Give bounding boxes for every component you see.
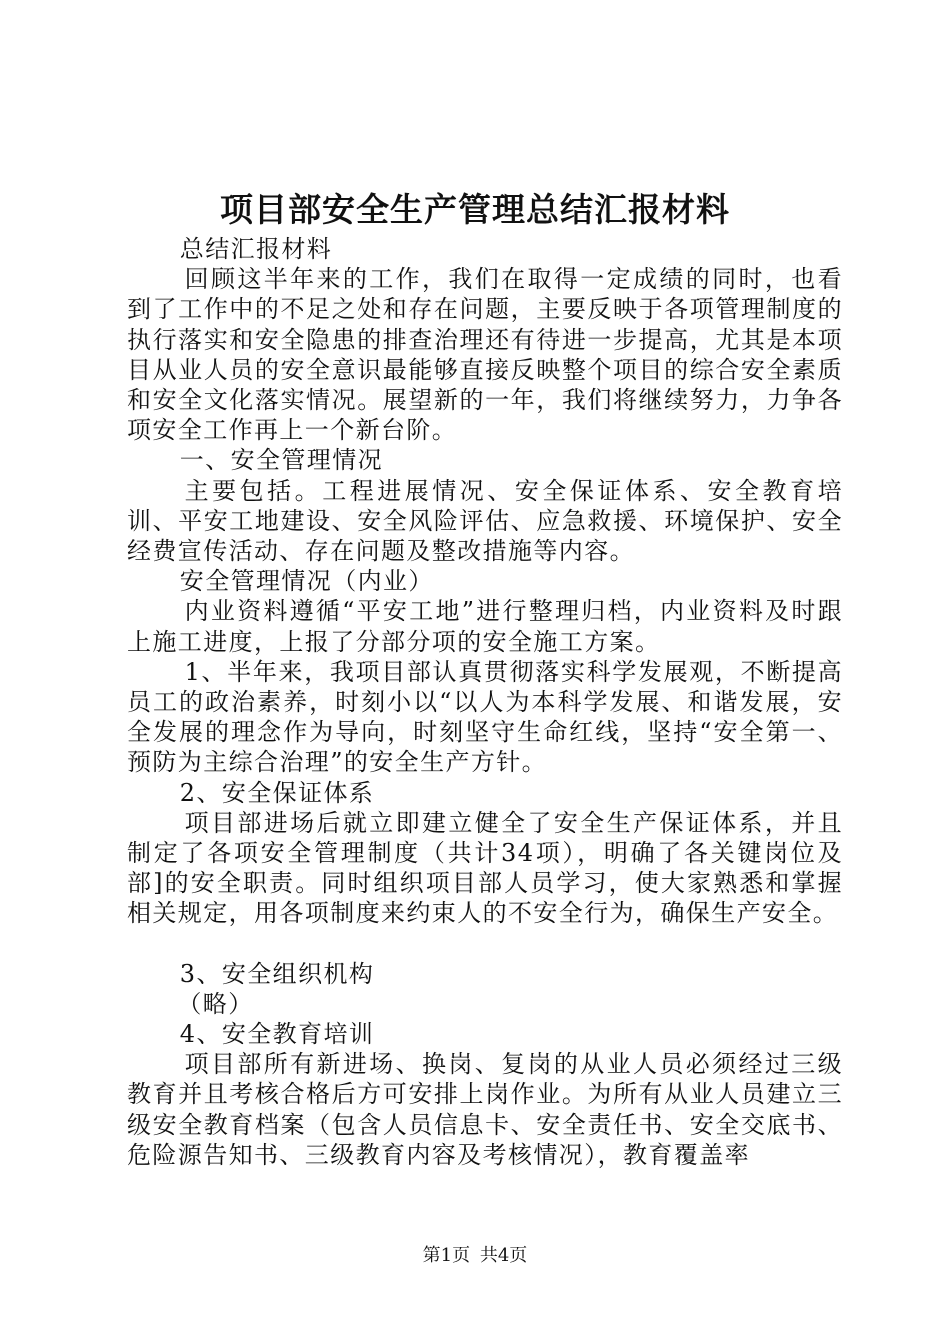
paragraph-subtitle: 总结汇报材料	[179, 235, 333, 263]
page-number: 第1页	[422, 1245, 471, 1266]
paragraph-scope: 主要包括。工程进展情况、安全保证体系、安全教育培训、平安工地建设、安全风险评估、应急救援、环境保护、安全经费宣传活动、存在问题及整改措施等内容。	[127, 476, 843, 566]
section-heading-4: 4、安全教育培训	[179, 1020, 375, 1049]
page-footer	[0, 1244, 950, 1268]
section-heading-2: 2、安全保证体系	[179, 778, 375, 807]
page-total: 共4页	[479, 1245, 528, 1266]
section-heading-3: 3、安全组织机构	[179, 959, 375, 988]
document-title: 项目部安全生产管理总结汇报材料	[220, 190, 730, 229]
paragraph-omitted: （略）	[177, 989, 254, 1018]
section-heading-1: 一、安全管理情况	[179, 446, 383, 475]
paragraph-review: 回顾这半年来的工作，我们在取得一定成绩的同时，也看到了工作中的不足之处和存在问题，主要反映于各项管理制度的执行落实和安全隐患的排查治理还有待进一步提高，尤其是本项目从业人员的安全意识最能够直接反映整个项目的综合安全素质和安全文化落实情况。展望新的一年，我们将继续努力，力争各项安全工作再上一个新台阶。	[127, 265, 843, 445]
paragraph-training: 项目部所有新进场、换岗、复岗的从业人员必须经过三级教育并且考核合格后方可安排上岗作业。为所有从业人员建立三级安全教育档案（包含人员信息卡、安全责任书、安全交底书、危险源告知书、三级教育内容及考核情况），教育覆盖率	[127, 1050, 843, 1169]
paragraph-guarantee-system: 项目部进场后就立即建立健全了安全生产保证体系，并且制定了各项安全管理制度（共计34项），明确了各关键岗位及部]的安全职责。同时组织项目部人员学习，使大家熟悉和掌握相关规定，用各项制度来约束人的不安全行为，确保生产安全。	[127, 808, 843, 928]
document-body	[127, 234, 843, 1170]
paragraph-item-1: 1、半年来，我项目部认真贯彻落实科学发展观，不断提高员工的政治素养，时刻小以“以人为本科学发展、和谐发展，安全发展的理念作为导向，时刻坚守生命红线，坚持“安全第一、预防为主综合治理”的安全生产方针。	[127, 657, 843, 777]
paragraph-internal-docs: 内业资料遵循“平安工地”进行整理归档，内业资料及时跟上施工进度，上报了分部分项的安全施工方案。	[127, 597, 843, 656]
section-heading-internal: 安全管理情况（内业）	[179, 567, 434, 596]
